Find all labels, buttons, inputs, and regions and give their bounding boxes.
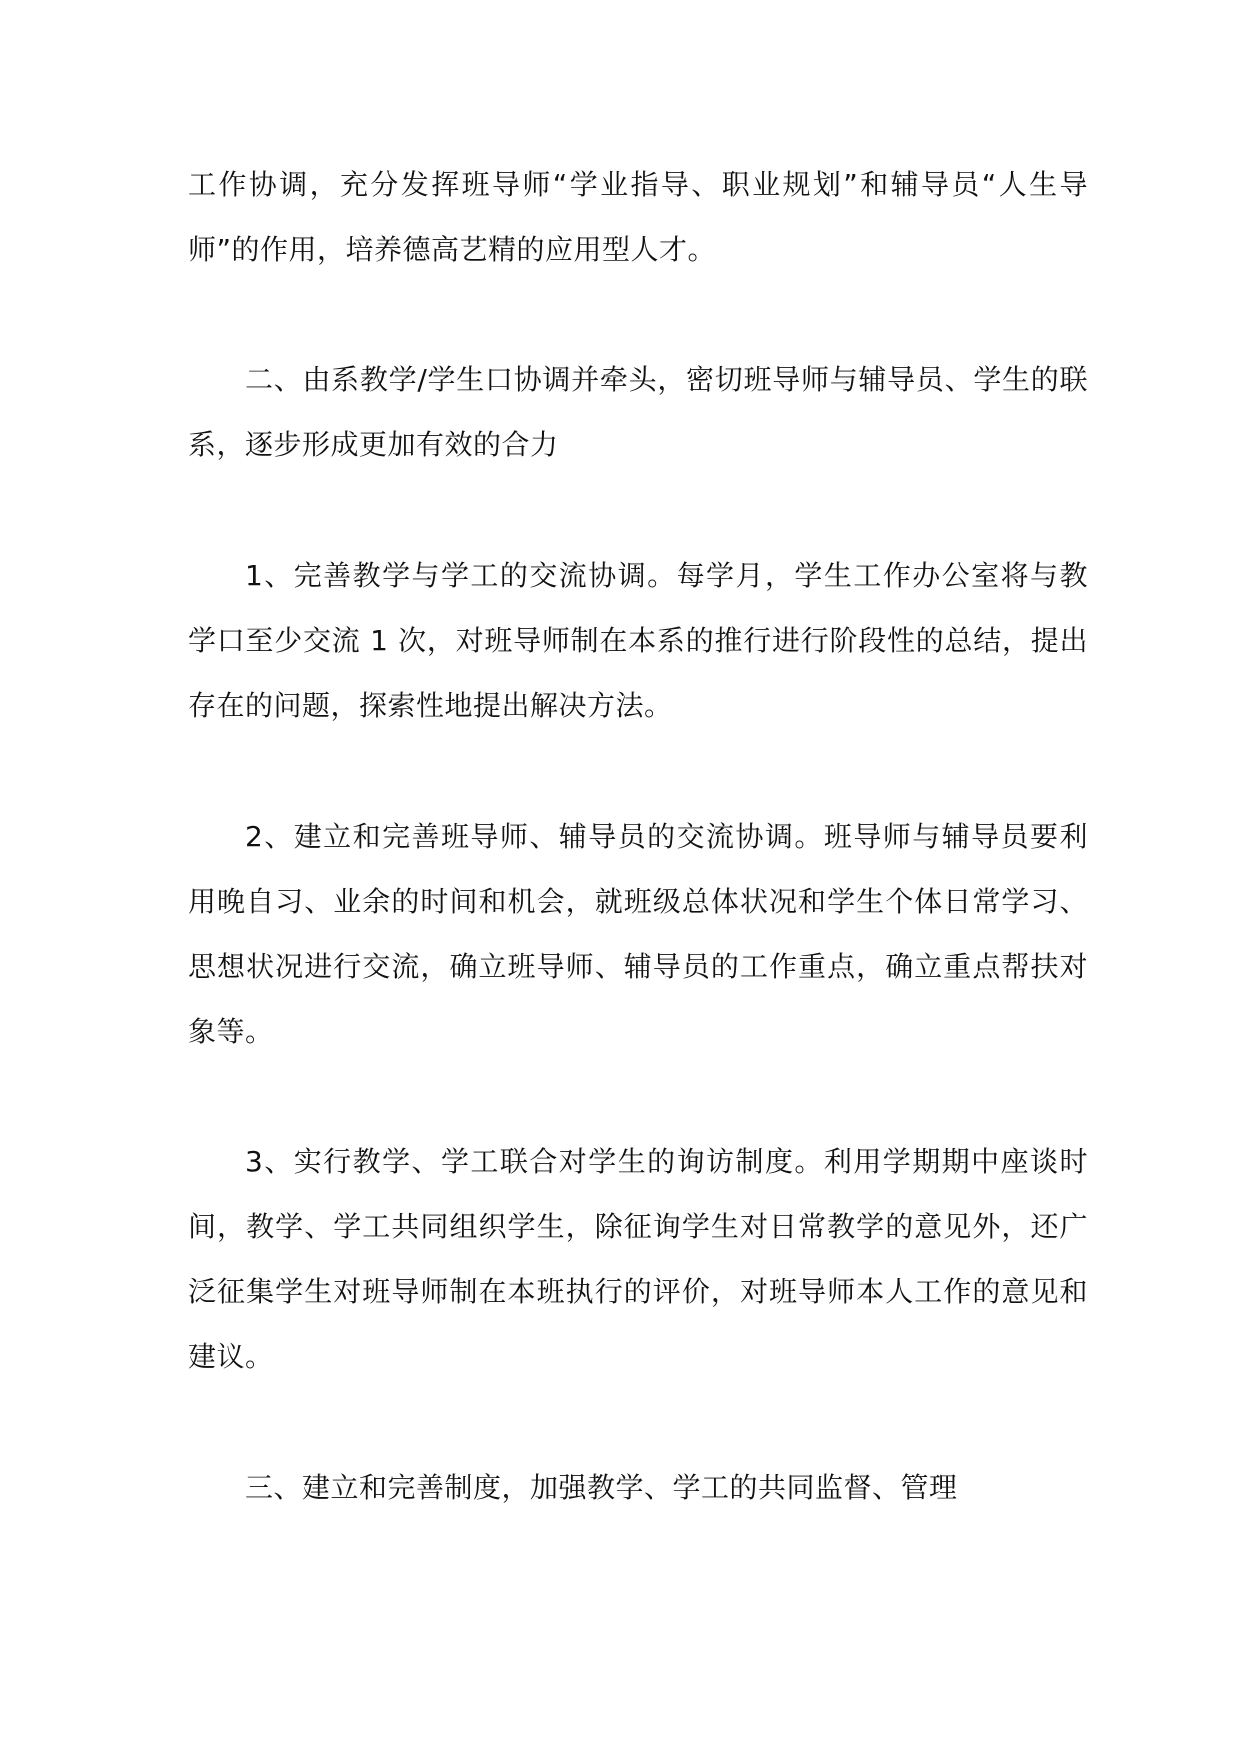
section-heading-3: 三、建立和完善制度，加强教学、学工的共同监督、管理: [245, 1471, 958, 1504]
paragraph-item-1: 1、完善教学与学工的交流协调。每学月，学生工作办公室将与教学口至少交流 1 次，对班导师制在本系的推行进行阶段性的总结，提出存在的问题，探索性地提出解决方法。: [188, 559, 1088, 722]
paragraph-item-3: 3、实行教学、学工联合对学生的询访制度。利用学期期中座谈时间，教学、学工共同组织学生，除征询学生对日常教学的意见外，还广泛征集学生对班导师制在本班执行的评价，对班导师本人工作的意见和建议。: [188, 1145, 1088, 1373]
section-heading-2: 二、由系教学/学生口协调并牵头，密切班导师与辅导员、学生的联系，逐步形成更加有效的合力: [188, 363, 1088, 461]
paragraph-item-2: 2、建立和完善班导师、辅导员的交流协调。班导师与辅导员要利用晚自习、业余的时间和机会，就班级总体状况和学生个体日常学习、思想状况进行交流，确立班导师、辅导员的工作重点，确立重点帮扶对象等。: [188, 820, 1088, 1048]
paragraph-continuation: 工作协调，充分发挥班导师“学业指导、职业规划”和辅导员“人生导师”的作用，培养德高艺精的应用型人才。: [188, 168, 1088, 266]
